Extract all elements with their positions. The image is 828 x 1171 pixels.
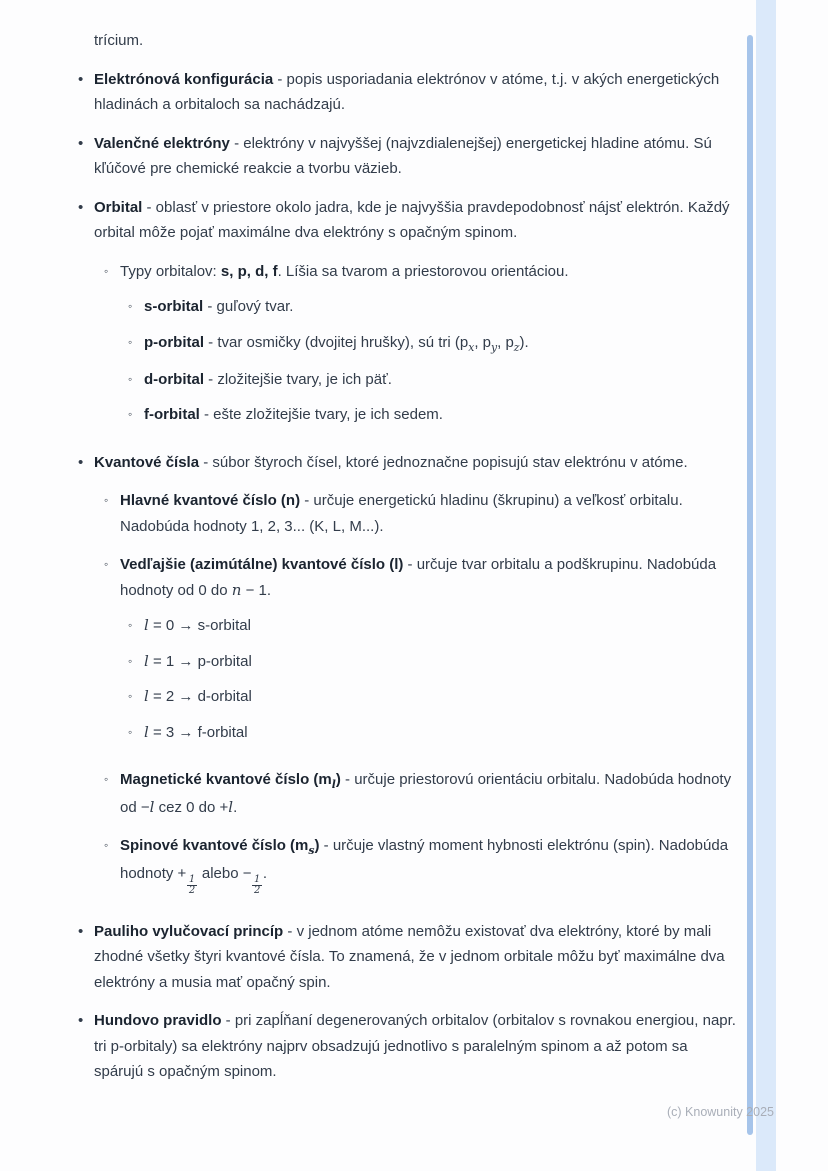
bullet-circle-marker: ◦ (104, 772, 109, 787)
list-item (128, 720, 738, 746)
list-item-text: Spinové kvantové číslo $(m_s)$ - určuje vlastný moment hybnosti elektrónu (spin). Nadobúda hodnoty + $\frac{1}{2}$ alebo − $\frac{1}{2}$ . (120, 837, 729, 897)
bullet-disc-marker: • (78, 922, 84, 940)
bullet-circle-marker: ◦ (128, 334, 133, 349)
list-item-text: Valenčné elektróny - elektróny v najvyššej (najvzdialenejšej) energetickej hladine atómu. Sú kľúčové pre chemické reakcie a tvorbu väzieb. (94, 134, 712, 177)
list-item (78, 131, 738, 182)
bullet-disc-marker: • (78, 453, 84, 471)
list-item-text: f-orbital - ešte zložitejšie tvary, je ich sedem. (144, 406, 443, 424)
bullet-circle-marker: ◦ (104, 493, 109, 508)
bullet-circle-marker: ◦ (128, 689, 133, 704)
list-item (78, 450, 738, 476)
list-item-text: Orbital - oblasť v priestore okolo jadra, kde je najvyššia pravdepodobnosť nájsť elektrón. Každý orbital môže pojať maximálne dva elektróny s opačným spinom. (94, 198, 730, 241)
list-item-text: Hundovo pravidlo - pri zapĺňaní degenerovaných orbitalov (orbitalov s rovnakou energiou, napr. tri p-orbitaly) sa elektróny najprv obsadzujú jednotlivo s paralelným spinom a až potom sa spárujú s opačným spinom. (94, 1012, 736, 1081)
list-item-text: l = 0 → s-orbital (144, 616, 251, 635)
bullet-circle-marker: ◦ (128, 653, 133, 668)
list-item-text: p-orbital - tvar osmičky (dvojitej hrušky), sú tri ($p_x$, $p_y$, $p_z$). (144, 333, 529, 354)
list-item (128, 613, 738, 639)
list-item-text: l = 3 → f-orbital (144, 722, 248, 741)
list-item-text: Hlavné kvantové číslo (n) - určuje energetickú hladinu (škrupinu) a veľkosť orbitalu. Nadobúda hodnoty 1, 2, 3... (K, L, M...). (120, 492, 683, 535)
bullet-circle-marker: ◦ (128, 299, 133, 313)
list-item-text: d-orbital - zložitejšie tvary, je ich päť. (144, 370, 392, 388)
list-item-text: Typy orbitalov: s, p, d, f. Líšia sa tvarom a priestorovou orientáciou. (120, 262, 569, 280)
intro-line: trícium. (94, 32, 144, 49)
list-item (128, 294, 738, 320)
scrollbar-thumb[interactable] (747, 35, 753, 1135)
bullet-circle-marker: ◦ (104, 263, 109, 278)
list-item (104, 833, 738, 896)
bullet-circle-marker: ◦ (128, 371, 133, 386)
list-item (104, 552, 738, 603)
document-body (78, 28, 738, 1085)
list-item (128, 649, 738, 675)
list-item (104, 259, 738, 285)
list-item (78, 67, 738, 118)
bullet-circle-marker: ◦ (104, 557, 109, 572)
list-item (128, 367, 738, 393)
list-item-text: Pauliho vylučovací princíp - v jednom atóme nemôžu existovať dva elektróny, ktoré by mali zhodné všetky štyri kvantové čísla. To znamená, že v jednom orbitale môžu byť maximálne dva elektróny a musia mať opačný spin. (94, 922, 725, 991)
bullet-disc-marker: • (78, 1012, 84, 1030)
list-item (128, 402, 738, 428)
bullet-list (78, 67, 738, 1085)
list-item (78, 1008, 738, 1085)
list-item-text: s-orbital - guľový tvar. (144, 298, 294, 315)
scrollbar-track[interactable] (756, 0, 776, 1171)
list-item-text: Vedľajšie (azimútálne) kvantové číslo (l) - určuje tvar orbitalu a podškrupinu. Nadobúda hodnoty od 0 do n − 1. (120, 556, 717, 599)
copyright-watermark: (c) Knowunity 2025 (666, 1105, 774, 1119)
bullet-disc-marker: • (78, 70, 84, 88)
bullet-disc-marker: • (78, 134, 84, 152)
bullet-circle-marker: ◦ (104, 838, 109, 853)
bullet-circle-marker: ◦ (128, 724, 133, 739)
list-item (128, 684, 738, 710)
bullet-disc-marker: • (78, 198, 84, 216)
list-item-text: Magnetické kvantové číslo $(m_l)$ - určuje priestorovú orientáciu orbitalu. Nadobúda hodnoty od −l cez 0 do +l. (120, 771, 732, 816)
list-item (78, 919, 738, 996)
list-item (78, 195, 738, 246)
bullet-circle-marker: ◦ (128, 618, 133, 633)
bullet-circle-marker: ◦ (128, 407, 133, 422)
list-item-text: l = 2 → d-orbital (144, 687, 252, 706)
list-item-text: l = 1 → p-orbital (144, 651, 252, 670)
list-item (104, 488, 738, 539)
list-item (104, 767, 738, 820)
list-item-text: Kvantové čísla - súbor štyroch čísel, ktoré jednoznačne popisujú stav elektrónu v atóme. (94, 453, 688, 471)
list-item-text: Elektrónová konfigurácia - popis usporiadania elektrónov v atóme, t.j. v akých energetických hladinách a orbitaloch sa nachádzajú. (94, 70, 720, 113)
list-item (128, 330, 738, 357)
